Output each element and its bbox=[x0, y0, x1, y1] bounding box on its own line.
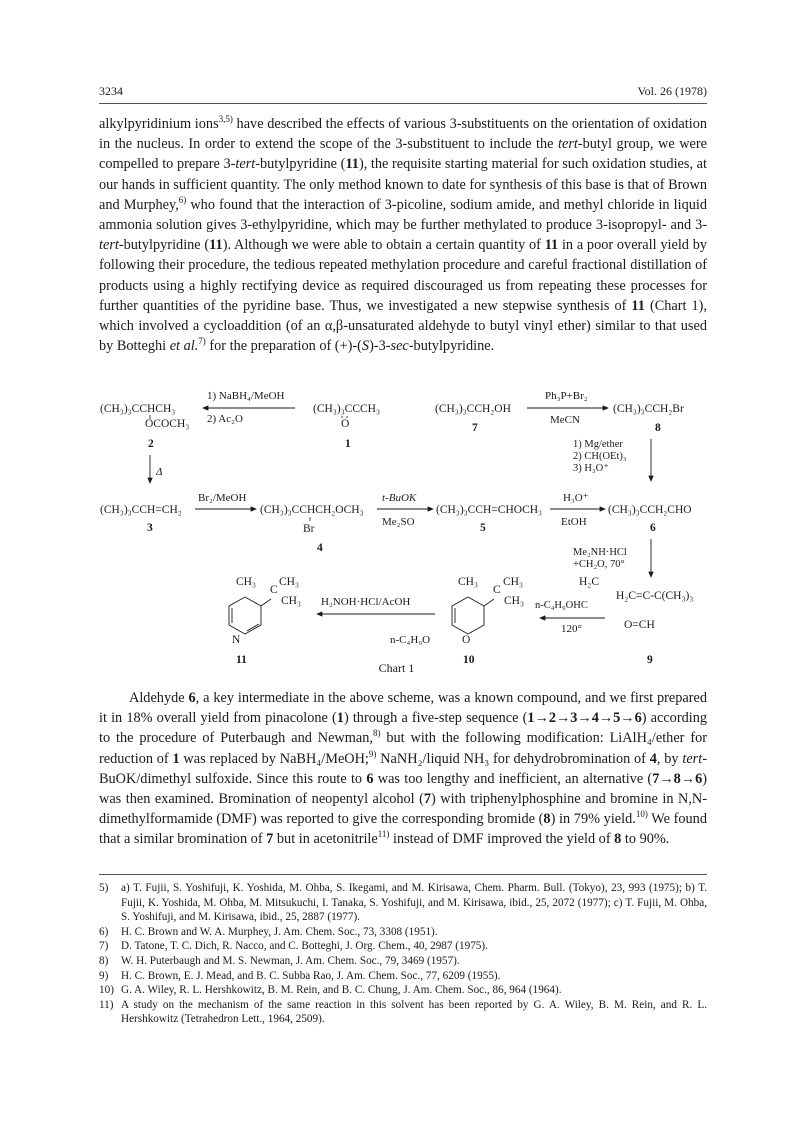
compound-5-number: 5 bbox=[480, 522, 486, 534]
reaction-scheme-svg bbox=[95, 385, 710, 675]
compound-10-structure bbox=[452, 597, 494, 634]
compound-1-oxygen: O bbox=[341, 418, 350, 430]
compound-2-number: 2 bbox=[148, 438, 154, 450]
paragraph-aldehyde: Aldehyde 6, a key intermediate in the above scheme, was a known compound, and we first prepared it in 18% overall yield from pinacolone (1) through a five-step sequence (1→2→3→4→5→6) according to the procedure of Puterbaugh and Newman,$^{8)}$ but with the following modification: LiAlH₄/ether for reduction of 1 was replaced by NaBH₄/MeOH;$^{9)}$ NaNH₂/liquid NH₃ for dehydrobromination of 4, by tert-BuOK/dimethyl sulfoxide. Since this route to 6 was too lengthy and inefficient, an alternative (7→8→6) was then examined. Bromination of neopentyl alcohol (7) with triphenylphosphine and bromine in N,N-dimethylformamide (DMF) was reported to give the corresponding bromide (8) in 79% yield.$^{10)}$ We found that a similar bromination of 7 but in acetonitrile$^{11)}$ instead of DMF improved the yield of 8 to 90%. bbox=[99, 690, 708, 848]
compound-11-methyl-c: CH₃ bbox=[281, 595, 301, 607]
compound-11-number: 11 bbox=[236, 654, 247, 666]
compound-4-formula: (CH₃)₃CCHCH₂OCH₃ bbox=[260, 504, 364, 516]
compound-3-formula: (CH₃)₃CCH=CH₂ bbox=[100, 504, 182, 516]
reagent-4-to-5-bottom: Me₂SO bbox=[382, 516, 415, 528]
compound-11-methyl-a: CH₃ bbox=[236, 576, 256, 588]
compound-4-number: 4 bbox=[317, 542, 323, 554]
compound-7-number: 7 bbox=[472, 422, 478, 434]
compound-8-number: 8 bbox=[655, 422, 661, 434]
compound-10-butoxy: n-C₄H₉O bbox=[390, 634, 431, 646]
reagent-6-to-9-line2: +CH₂O, 70° bbox=[573, 559, 625, 570]
compound-11-methyl-b: CH₃ bbox=[279, 576, 299, 588]
compound-9-number: 9 bbox=[647, 654, 653, 666]
compound-8-formula: (CH₃)₃CCH₂Br bbox=[613, 403, 684, 415]
compound-10-quaternary-c: C bbox=[493, 584, 501, 596]
chart-caption: Chart 1 bbox=[378, 661, 415, 675]
compound-9-formula: H₂C=C-C(CH₃)₃ bbox=[616, 590, 694, 602]
reagent-1-to-2-top: 1) NaBH₄/MeOH bbox=[207, 390, 285, 402]
footnotes bbox=[99, 874, 707, 1027]
footnote-11: 11) A study on the mechanism of the same reaction in this solvent has been reported by G. A. Wiley, B. M. Rein, and R. L. Hershkowitz (Tetrahedron Lett., 1964, 2509). bbox=[99, 998, 707, 1026]
compound-10-methyl-a: CH₃ bbox=[458, 576, 478, 588]
footnote-6: 6) H. C. Brown and W. A. Murphey, J. Am. Chem. Soc., 73, 3308 (1951). bbox=[99, 925, 438, 938]
reagent-7-to-8-bottom: MeCN bbox=[550, 414, 580, 426]
compound-11-quaternary-c: C bbox=[270, 584, 278, 596]
reagent-5-to-6-bottom: EtOH bbox=[561, 516, 587, 528]
page-number: 3234 bbox=[99, 84, 123, 98]
compound-9-methylene: H₂C bbox=[579, 576, 599, 588]
reagent-10-to-11: H₂NOH·HCl/AcOH bbox=[321, 596, 411, 608]
reagent-3-to-4: Br₂/MeOH bbox=[198, 492, 247, 504]
reagent-6-to-9-line1: Me₂NH·HCl bbox=[573, 547, 627, 558]
reagent-8-to-6-step1: 1) Mg/ether bbox=[573, 439, 623, 450]
paragraph-intro: alkylpyridinium ions$^{3,5)}$ have described the effects of various 3-substituents on the orientation of oxidation in the nucleus. In order to extend the scope of the 3-substituent to include the tert-butyl group, we were compelled to prepare 3-tert-butylpyridine (11), the requisite starting material for such oxidation studies, at our hands in sufficient quantity. The only method known to date for synthesis of this base is that of Brown and Murphey,$^{6)}$ who found that the interaction of 3-picoline, sodium amide, and methyl chloride in liquid ammonia solution gives 3-ethylpyridine, which may be further methylated to produce 3-isopropyl- and 3-tert-butylpyridine (11). Although we were able to obtain a certain quantity of 11 in a poor overall yield by following their procedure, the tedious repeated methylation procedure and careful fractional distillation of products using a highly rectifying device as required discouraged us from repeating these processes for further quantities of the pyridine base. Thus, we investigated a new stepwise synthesis of 11 (Chart 1), which involved a cycloaddition (of an α,β-unsaturated aldehyde to butyl vinyl ether) similar to that used by Botteghi et al.$^{7)}$ for the preparation of (+)-(S)-3-sec-butylpyridine. bbox=[99, 114, 708, 355]
reagent-7-to-8-top: Ph₃P+Br₂ bbox=[545, 390, 588, 402]
compound-10-methyl-c: CH₃ bbox=[504, 595, 524, 607]
running-header bbox=[99, 84, 707, 104]
compound-1-formula: (CH₃)₃CCCH₃ bbox=[313, 403, 380, 415]
compound-4-bromine: Br bbox=[303, 523, 315, 535]
compound-9-aldehyde: O=CH bbox=[624, 619, 655, 631]
reagent-8-to-6-step2: 2) CH(OEt)₃ bbox=[573, 451, 627, 462]
footnote-8: 8) W. H. Puterbaugh and M. S. Newman, J. Am. Chem. Soc., 79, 3469 (1957). bbox=[99, 954, 460, 967]
compound-2-substituent: OCOCH₃ bbox=[145, 418, 190, 430]
reagent-4-to-5-top: t-BuOK bbox=[382, 492, 417, 504]
compound-10-methyl-b: CH₃ bbox=[503, 576, 523, 588]
journal-volume: Vol. 26 (1978) bbox=[637, 84, 707, 98]
reagent-9-to-10-bottom: 120° bbox=[561, 623, 582, 635]
footnote-10: 10) G. A. Wiley, R. L. Hershkowitz, B. M. Rein, and B. C. Chung, J. Am. Chem. Soc., 86, 964 (1964). bbox=[99, 984, 562, 997]
compound-1-number: 1 bbox=[345, 438, 351, 450]
reaction-scheme-chart-1 bbox=[95, 385, 710, 675]
compound-5-formula: (CH₃)₃CCH=CHOCH₃ bbox=[436, 504, 543, 516]
footnote-5: 5) a) T. Fujii, S. Yoshifuji, K. Yoshida, M. Ohba, S. Ikegami, and M. Kirisawa, Chem. Pharm. Bull. (Tokyo), 23, 993 (1975); b) T. Fujii, K. Yoshida, M. Ohba, M. Mitsukuchi, I. Tanaka, S. Yoshifuji, and M. Kirisawa, ibid., 25, 2072 (1977); c) T. Fujii, M. Ohba, S. Yoshifuji, and M. Kirisawa, ibid., 25, 2887 (1977). bbox=[99, 882, 707, 924]
compound-10-ring-oxygen: O bbox=[462, 634, 471, 646]
compound-6-formula: (CH₃)₃CCH₂CHO bbox=[608, 504, 692, 516]
compound-7-formula: (CH₃)₃CCH₂OH bbox=[435, 403, 511, 415]
footnote-7: 7) D. Tatone, T. C. Dich, R. Nacco, and C. Botteghi, J. Org. Chem., 40, 2987 (1975). bbox=[99, 940, 488, 953]
reagent-2-to-3: Δ bbox=[156, 466, 163, 478]
reagent-1-to-2-bottom: 2) Ac₂O bbox=[207, 413, 243, 425]
reagent-5-to-6-top: H₃O⁺ bbox=[563, 492, 589, 504]
compound-11-structure bbox=[229, 597, 271, 634]
compound-2-formula: (CH₃)₃CCHCH₃ bbox=[100, 403, 176, 415]
compound-10-number: 10 bbox=[463, 654, 475, 666]
reagent-8-to-6-step3: 3) H₃O⁺ bbox=[573, 463, 609, 474]
compound-6-number: 6 bbox=[650, 522, 656, 534]
compound-3-number: 3 bbox=[147, 522, 153, 534]
reagent-9-to-10-top: n-C₄H₉OHC bbox=[535, 600, 588, 611]
footnote-9: 9) H. C. Brown, E. J. Mead, and B. C. Subba Rao, J. Am. Chem. Soc., 77, 6209 (1955). bbox=[99, 969, 501, 982]
compound-11-nitrogen: N bbox=[232, 634, 241, 646]
